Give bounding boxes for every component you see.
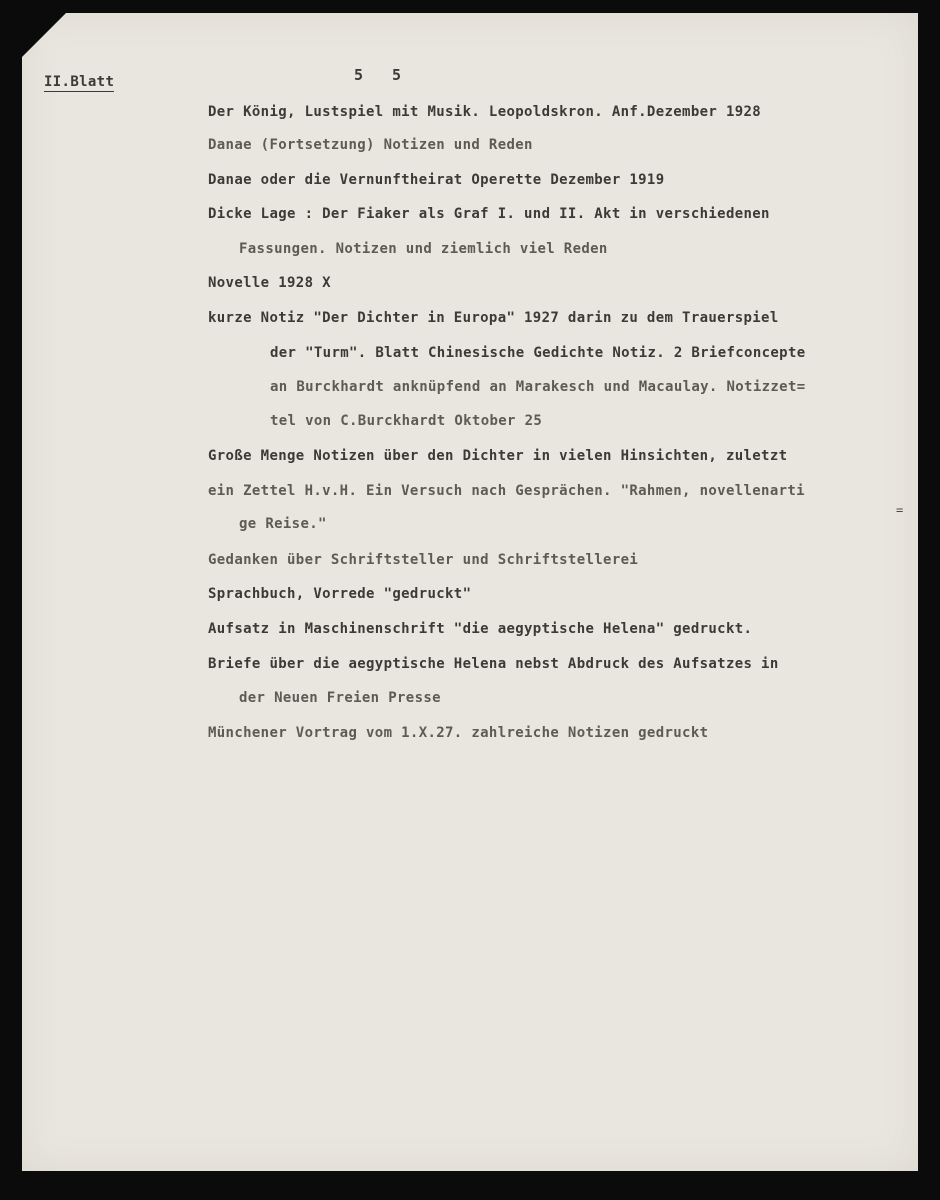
line-9: an Burckhardt anknüpfend an Marakesch und Macaulay. Notizzet=: [270, 379, 806, 395]
line-5: Fassungen. Notizen und ziemlich viel Reden: [239, 241, 608, 257]
line-8: der "Turm". Blatt Chinesische Gedichte Notiz. 2 Briefconcepte: [270, 345, 806, 361]
hyphen-mark: =: [896, 503, 904, 517]
line-17: Briefe über die aegyptische Helena nebst Abdruck des Aufsatzes in: [208, 656, 779, 672]
line-1: Der König, Lustspiel mit Musik. Leopoldskron. Anf.Dezember 1928: [208, 104, 762, 120]
page-number: 5 5: [354, 66, 412, 84]
line-7: kurze Notiz "Der Dichter in Europa" 1927 darin zu dem Trauerspiel: [208, 310, 779, 326]
line-18: der Neuen Freien Presse: [239, 690, 441, 706]
line-6: Novelle 1928 X: [208, 275, 331, 291]
line-3: Danae oder die Vernunftheirat Operette Dezember 1919: [208, 172, 665, 188]
line-4: Dicke Lage : Der Fiaker als Graf I. und II. Akt in verschiedenen: [208, 206, 770, 222]
line-14: Gedanken über Schriftsteller und Schriftstellerei: [208, 552, 639, 568]
line-10: tel von C.Burckhardt Oktober 25: [270, 413, 543, 429]
line-16: Aufsatz in Maschinenschrift "die aegyptische Helena" gedruckt.: [208, 621, 753, 637]
line-19: Münchener Vortrag vom 1.X.27. zahlreiche Notizen gedruckt: [208, 725, 709, 741]
line-13: ge Reise.": [239, 516, 327, 532]
line-2: Danae (Fortsetzung) Notizen und Reden: [208, 137, 533, 153]
line-11: Große Menge Notizen über den Dichter in vielen Hinsichten, zuletzt: [208, 448, 788, 464]
line-15: Sprachbuch, Vorrede "gedruckt": [208, 586, 472, 602]
header-label: II.Blatt: [44, 74, 115, 90]
line-12: ein Zettel H.v.H. Ein Versuch nach Gesprächen. "Rahmen, novellenarti: [208, 483, 805, 499]
